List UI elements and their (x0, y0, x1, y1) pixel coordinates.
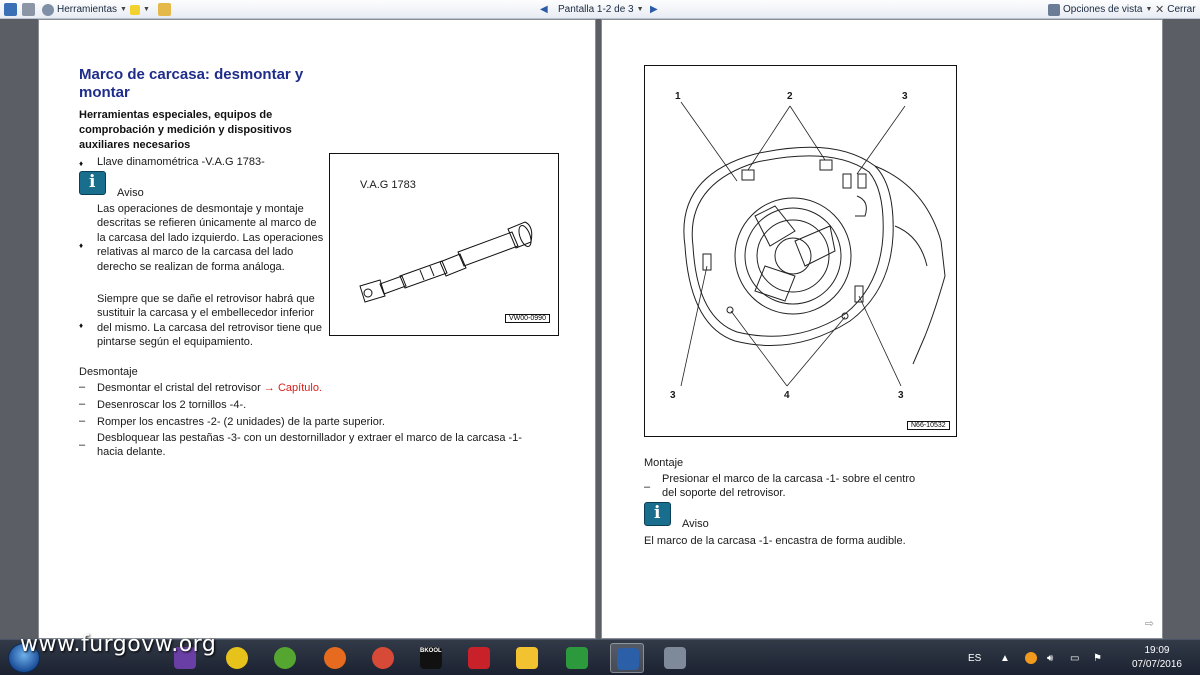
app-icon[interactable] (560, 643, 594, 673)
system-clock[interactable] (1132, 644, 1182, 672)
folder-icon[interactable] (158, 2, 171, 17)
language-indicator[interactable] (968, 640, 981, 675)
figure-label-2: 2 (787, 91, 793, 102)
network-icon[interactable]: ▭ (1070, 652, 1080, 664)
tools-subtitle: Herramientas especiales, equipos de comprobación y medición y dispositivos auxiliares necesarios (79, 109, 292, 151)
mirror-housing-illustration (645, 66, 956, 436)
arrow-right-icon: ▶ (650, 4, 658, 15)
bullet-icon: ♦ (79, 159, 84, 168)
step-dash: – (644, 481, 651, 493)
step-1-text: Desmontar el cristal del retrovisor (97, 382, 261, 394)
chrome-icon[interactable] (366, 643, 400, 673)
app-icon[interactable] (462, 643, 496, 673)
chevron-down-icon: ▼ (1145, 6, 1153, 13)
step-dash: – (79, 439, 86, 451)
word-icon[interactable] (610, 643, 644, 673)
view-options-icon (1048, 4, 1060, 16)
chevron-down-icon: ▼ (120, 6, 127, 13)
bullet-icon: ♦ (79, 321, 84, 330)
arrow-left-icon: ◀ (540, 4, 548, 15)
step-dash: – (79, 381, 86, 393)
next-screen-button[interactable] (650, 2, 658, 17)
section-removal: Desmontaje (79, 366, 138, 378)
save-icon[interactable] (4, 2, 17, 17)
step-dash: – (79, 398, 86, 410)
figure-label-3-top: 3 (902, 91, 908, 102)
show-hidden-icons[interactable] (1000, 640, 1010, 675)
notice-text-2: Siempre que se dañe el retrovisor habrá que sustituir la carcasa y el embellecedor inferior del mismo. La carcasa del retrovisor tiene que pintarse según el equipamiento. (97, 293, 322, 349)
notice-label: Aviso (117, 187, 144, 199)
figure-label-3-left: 3 (670, 390, 676, 401)
figure-code: VW00-0990 (505, 314, 550, 323)
right-page (601, 19, 1163, 639)
app-icon[interactable] (220, 643, 254, 673)
tools-menu[interactable] (42, 2, 127, 17)
bkool-label: BKOOL (420, 648, 442, 654)
reading-toolbar (0, 0, 1200, 19)
tool-item: Llave dinamométrica -V.A.G 1783- (97, 156, 265, 168)
app-icon[interactable] (510, 643, 544, 673)
mirror-figure (644, 65, 957, 437)
step-dash: – (79, 415, 86, 427)
step-4: Desbloquear las pestañas -3- con un destornillador y extraer el marco de la carcasa -1- hacia delante. (97, 432, 522, 459)
clock-date: 07/07/2016 (1131, 659, 1182, 670)
step-2: Desenroscar los 2 tornillos -4-. (97, 399, 247, 411)
page-nav-label: Pantalla 1-2 de 3 (558, 4, 634, 15)
firefox-icon[interactable] (318, 643, 352, 673)
chevron-up-icon: ▲ (1000, 652, 1010, 664)
language-label: ES (968, 652, 982, 664)
page-navigator[interactable] (558, 2, 644, 17)
reading-area (0, 19, 1200, 639)
highlight-button[interactable] (130, 2, 150, 17)
figure-label-4: 4 (784, 390, 790, 401)
action-center-icon[interactable]: ⚑ (1093, 652, 1102, 664)
close-button[interactable] (1155, 2, 1196, 17)
step-3: Romper los encastres -2- (2 unidades) de la parte superior. (97, 416, 385, 428)
close-label: Cerrar (1167, 4, 1196, 15)
left-page (38, 19, 596, 639)
info-icon: i (644, 502, 671, 526)
watermark: www.furgovw.org (20, 632, 217, 657)
tools-label: Herramientas (57, 4, 118, 15)
view-options-label: Opciones de vista (1063, 4, 1143, 15)
prev-screen-button[interactable] (540, 2, 548, 17)
figure-label-1: 1 (675, 91, 681, 102)
figure-title: V.A.G 1783 (360, 179, 416, 191)
app-icon[interactable] (658, 643, 692, 673)
next-page-icon[interactable]: ⇨ (1144, 618, 1154, 630)
clock-time: 19:09 (1144, 645, 1170, 656)
chapter-link[interactable]: → Capítulo. (263, 382, 322, 394)
mount-step: Presionar el marco de la carcasa -1- sobre el centro del soporte del retrovisor. (662, 473, 916, 500)
bkool-icon[interactable] (414, 643, 448, 673)
notice-text: El marco de la carcasa -1- encastra de forma audible. (644, 535, 906, 547)
notice-label: Aviso (682, 518, 709, 530)
utorrent-icon[interactable] (268, 643, 302, 673)
print-icon[interactable] (22, 2, 35, 17)
notice-text-1: Las operaciones de desmontaje y montaje descritas se refieren únicamente al marco de la carcasa del lado izquierdo. Las operaciones relativas al marco de la carcasa del lado derecho se realizan de forma análoga. (97, 203, 324, 273)
view-options-menu[interactable] (1048, 2, 1152, 17)
bullet-icon: ♦ (79, 241, 84, 250)
page-title: Marco de carcasa: desmontar y montar (79, 66, 304, 101)
tray-app-icon[interactable] (1025, 640, 1037, 675)
section-mounting: Montaje (644, 457, 684, 469)
tool-figure (329, 153, 559, 336)
volume-icon[interactable]: 🔊︎ (1047, 652, 1054, 664)
torque-wrench-illustration (330, 174, 558, 334)
close-icon: ✕ (1155, 4, 1165, 16)
chevron-down-icon: ▼ (143, 6, 150, 13)
info-icon: i (79, 171, 106, 195)
step-1 (97, 381, 527, 395)
highlighter-icon (130, 5, 140, 15)
figure-label-3-right: 3 (898, 390, 904, 401)
tools-icon (42, 4, 54, 16)
figure-code: N66-10532 (907, 421, 950, 430)
chevron-down-icon: ▼ (636, 6, 644, 13)
